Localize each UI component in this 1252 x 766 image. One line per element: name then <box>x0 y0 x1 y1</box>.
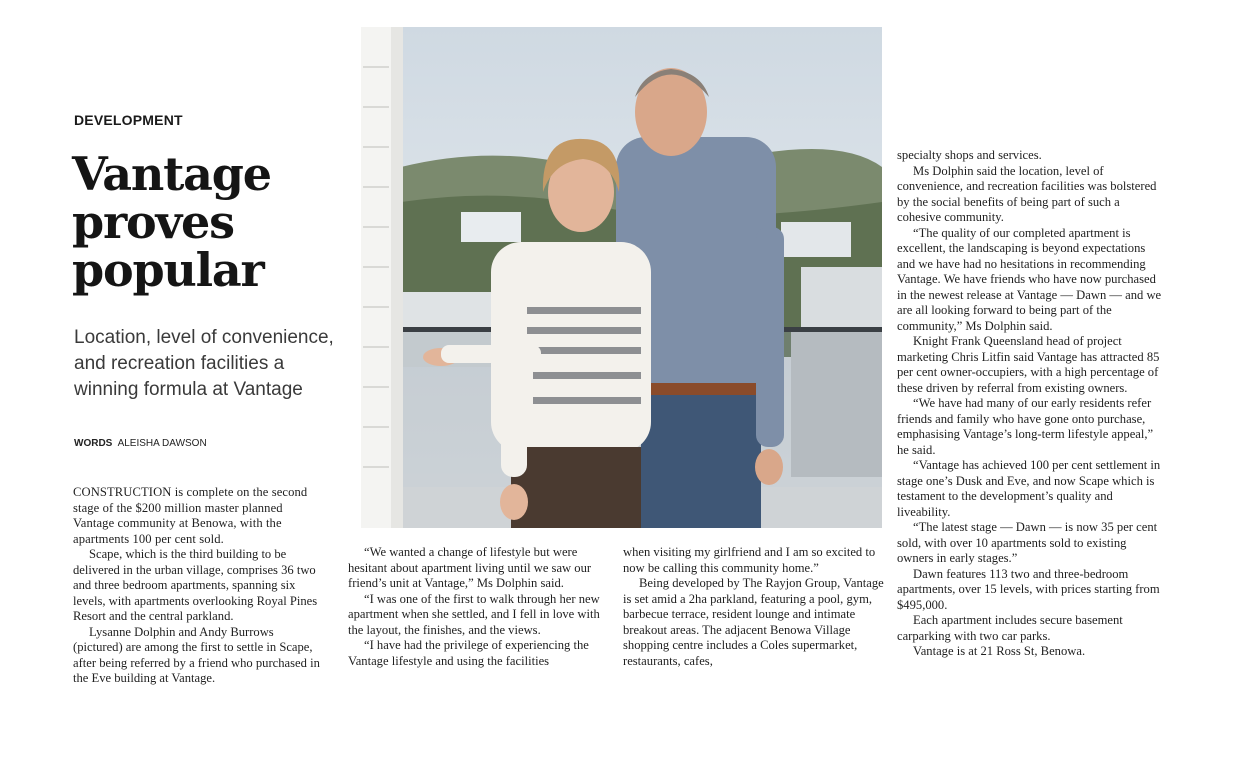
paragraph: Knight Frank Queensland head of project marketing Chris Litfin said Vantage has attracted 85 per cent owner-occupiers, with a high percentage of these driven by referral from existing owners. <box>897 334 1160 395</box>
paragraph: specialty shops and services. <box>897 148 1042 162</box>
paragraph: Vantage is at 21 Ross St, Benowa. <box>913 644 1086 658</box>
paragraph: Lysanne Dolphin and Andy Burrows (pictured) are among the first to settle in Scape, after being referred by a friend who purchased in the Eve building at Vantage. <box>73 624 320 685</box>
byline-label: WORDS <box>74 438 113 449</box>
paragraph: Dawn features 113 two and three-bedroom apartments, over 15 levels, with prices starting from $495,000. <box>897 566 1160 612</box>
photo-couple-on-balcony-icon <box>361 27 882 528</box>
section-kicker: DEVELOPMENT <box>74 112 183 128</box>
paragraph: Each apartment includes secure basement carparking with two car parks. <box>897 613 1123 643</box>
paragraph: “We have had many of our early residents refer friends and family who have gone onto purchase, emphasising Vantage’s long-term lifestyle appeal,” he said. <box>897 396 1154 457</box>
paragraph: Being developed by The Rayjon Group, Vantage is set amid a 2ha parkland, featuring a pool, gym, barbecue terrace, resident lounge and intimate breakout areas. The adjacent Benowa Village shopping centre includes a Coles supermarket, restaurants, cafes, <box>623 576 884 668</box>
feature-photo <box>361 27 882 528</box>
byline <box>74 438 207 449</box>
paragraph: when visiting my girlfriend and I am so excited to now be calling this community home.” <box>623 545 876 575</box>
paragraph: “I have had the privilege of experiencing the Vantage lifestyle and using the facilities <box>348 638 589 668</box>
headline-line: popular <box>72 243 264 297</box>
body-column-4 <box>897 148 1162 660</box>
body-column-3 <box>623 545 885 669</box>
paragraph: CONSTRUCTION is complete on the second stage of the $200 million master planned Vantage community at Benowa, with the apartments 100 per cent sold. <box>73 485 308 546</box>
headline-line: Vantage <box>72 147 271 201</box>
byline-author: ALEISHA DAWSON <box>117 438 207 449</box>
standfirst: Location, level of convenience, and recreation facilities a winning formula at Vantage <box>74 327 334 400</box>
paragraph: “We wanted a change of lifestyle but were hesitant about apartment living until we saw our friend’s unit at Vantage,” Ms Dolphin said. <box>348 545 592 590</box>
body-column-2 <box>348 545 610 669</box>
paragraph: “I was one of the first to walk through her new apartment when she settled, and I fell in love with the layout, the finishes, and the views. <box>348 591 600 637</box>
body-column-1 <box>73 485 323 687</box>
paragraph: Scape, which is the third building to be delivered in the urban village, comprises 36 two and three bedroom apartments, spanning six levels, with apartments overlooking Royal Pines Resort and the central parkland. <box>73 547 318 623</box>
paragraph: Ms Dolphin said the location, level of convenience, and recreation facilities was bolstered by the social benefits of being part of such a cohesive community. <box>897 163 1157 224</box>
paragraph: “The latest stage — Dawn — is now 35 per cent sold, with over 10 apartments sold to existing owners in early stages.” <box>897 520 1158 565</box>
headline-line: proves <box>72 195 234 249</box>
paragraph: “The quality of our completed apartment is excellent, the landscaping is beyond expectations and we have had no hesitations in recommending Vantage. We have friends who have now purchased in the newest release at Vantage — Dawn — and we are all looking forward to being part of the community,” Ms Dolphin said. <box>897 225 1162 333</box>
headline <box>72 147 352 297</box>
paragraph: “Vantage has achieved 100 per cent settlement in stage one’s Dusk and Eve, and now Scape which is testament to the development’s quality and liveability. <box>897 458 1161 519</box>
